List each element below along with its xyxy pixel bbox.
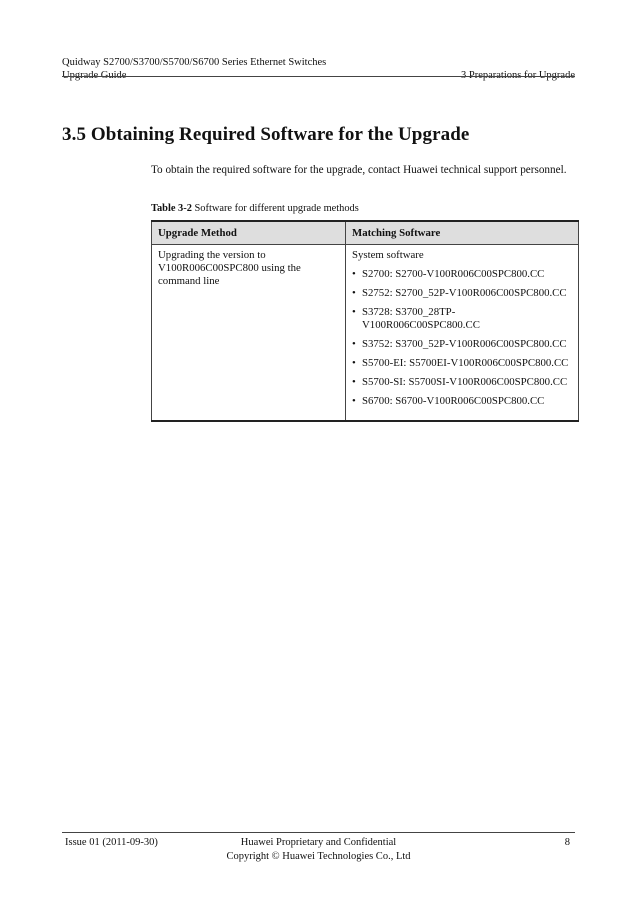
list-item: • S5700-EI: S5700EI-V100R006C00SPC800.CC: [352, 357, 572, 370]
table-caption: [151, 203, 359, 214]
list-item: • S3728: S3700_28TP-V100R006C00SPC800.CC: [352, 306, 572, 332]
software-table: [151, 220, 579, 422]
table-row: [152, 245, 579, 422]
table-header-row: [152, 221, 579, 245]
software-title: System software: [352, 249, 424, 261]
table-caption-label: Table 3-2: [151, 203, 192, 214]
footer-rule: [62, 832, 575, 833]
list-item: • S2752: S2700_52P-V100R006C00SPC800.CC: [352, 287, 572, 300]
header-rule: [62, 76, 575, 77]
section-title: 3.5 Obtaining Required Software for the Upgrade: [62, 124, 470, 145]
header-chapter: 3 Preparations for Upgrade: [460, 70, 575, 81]
header-guide: Upgrade Guide: [62, 70, 127, 81]
list-item: • S3752: S3700_52P-V100R006C00SPC800.CC: [352, 338, 572, 351]
list-item: • S5700-SI: S5700SI-V100R006C00SPC800.CC: [352, 376, 572, 389]
cell-upgrade-method: Upgrading the version to V100R006C00SPC800 using the command line: [152, 245, 346, 422]
software-list: [352, 268, 572, 408]
footer-center: [62, 836, 575, 864]
header-product: Quidway S2700/S3700/S5700/S6700 Series Ethernet Switches: [62, 57, 327, 68]
footer-copyright: Copyright © Huawei Technologies Co., Ltd: [226, 851, 411, 862]
list-item: • S6700: S6700-V100R006C00SPC800.CC: [352, 395, 572, 408]
list-item: • S2700: S2700-V100R006C00SPC800.CC: [352, 268, 572, 281]
page-header: [62, 56, 575, 82]
footer-issue: Issue 01 (2011-09-30): [65, 837, 158, 848]
header-upgrade-method: Upgrade Method: [152, 221, 346, 245]
page-number: 8: [564, 837, 570, 848]
section-intro: To obtain the required software for the upgrade, contact Huawei technical support personnel.: [151, 164, 567, 176]
header-matching-software: Matching Software: [346, 221, 579, 245]
cell-matching-software: [346, 245, 579, 422]
table-caption-text: Software for different upgrade methods: [194, 203, 359, 214]
footer-confidential: Huawei Proprietary and Confidential: [240, 837, 397, 848]
